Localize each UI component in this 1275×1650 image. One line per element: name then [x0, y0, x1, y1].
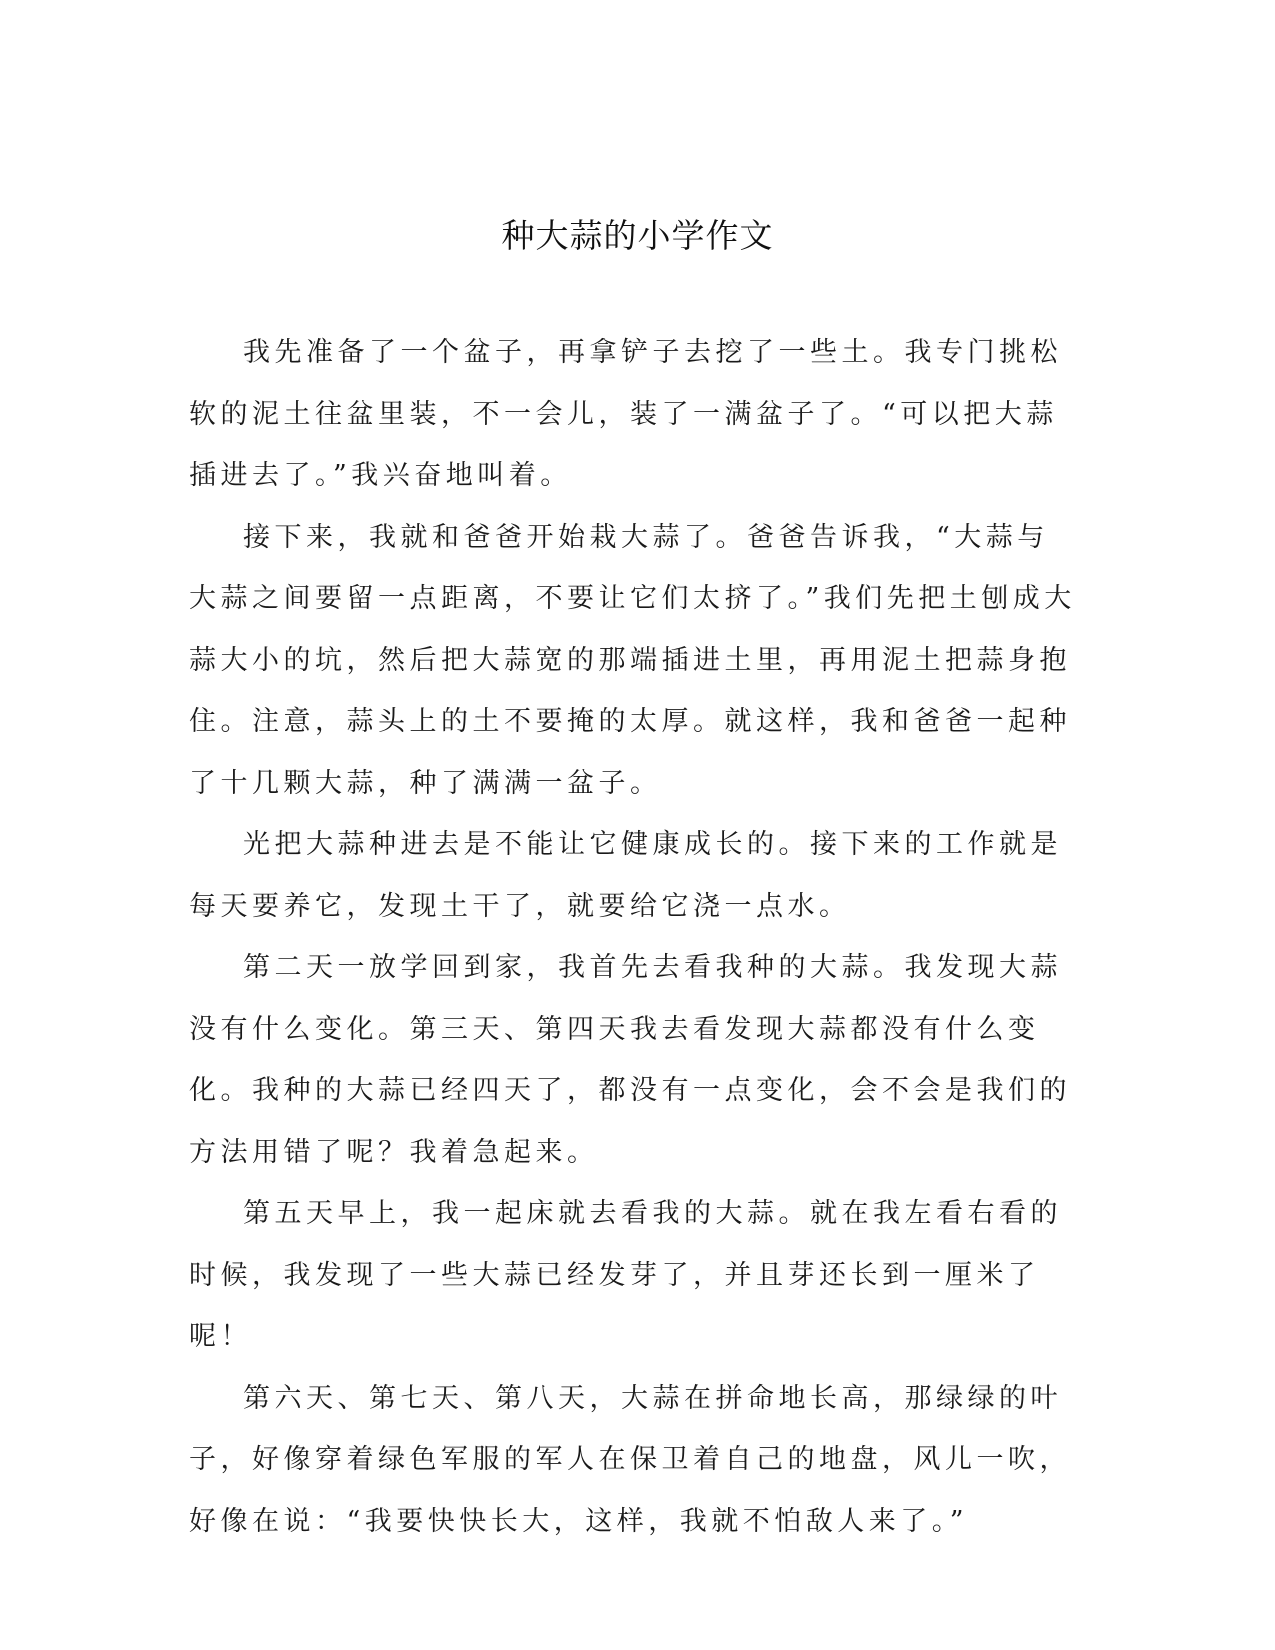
paragraph-4: 第二天一放学回到家，我首先去看我种的大蒜。我发现大蒜没有什么变化。第三天、第四天我去看发现大蒜都没有什么变化。我种的大蒜已经四天了，都没有一点变化，会不会是我们的方法用错了呢？我着急起来。: [189, 952, 1071, 1168]
paragraph-1: 我先准备了一个盆子，再拿铲子去挖了一些土。我专门挑松软的泥土往盆里装，不一会儿，装了一满盆子了。“可以把大蒜插进去了。”我兴奋地叫着。: [189, 337, 1062, 491]
paragraph-6: 第六天、第七天、第八天，大蒜在拼命地长高，那绿绿的叶子，好像穿着绿色军服的军人在保卫着自己的地盘，风儿一吹，好像在说：“我要快快长大，这样，我就不怕敌人来了。”: [189, 1382, 1071, 1537]
document-title: 种大蒜的小学作文: [501, 216, 774, 255]
paragraph-5: 第五天早上，我一起床就去看我的大蒜。就在我左看右看的时候，我发现了一些大蒜已经发芽了，并且芽还长到一厘米了呢！: [189, 1198, 1062, 1352]
paragraph-3: 光把大蒜种进去是不能让它健康成长的。接下来的工作就是每天要养它，发现土干了，就要给它浇一点水。: [189, 829, 1062, 922]
paragraph-2: 接下来，我就和爸爸开始栽大蒜了。爸爸告诉我，“大蒜与大蒜之间要留一点距离，不要让它们太挤了。”我们先把土刨成大蒜大小的坑，然后把大蒜宽的那端插进土里，再用泥土把蒜身抱住。注意，蒜头上的土不要掩的太厚。就这样，我和爸爸一起种了十几颗大蒜，种了满满一盆子。: [189, 521, 1076, 799]
document-body: [189, 322, 1079, 1552]
